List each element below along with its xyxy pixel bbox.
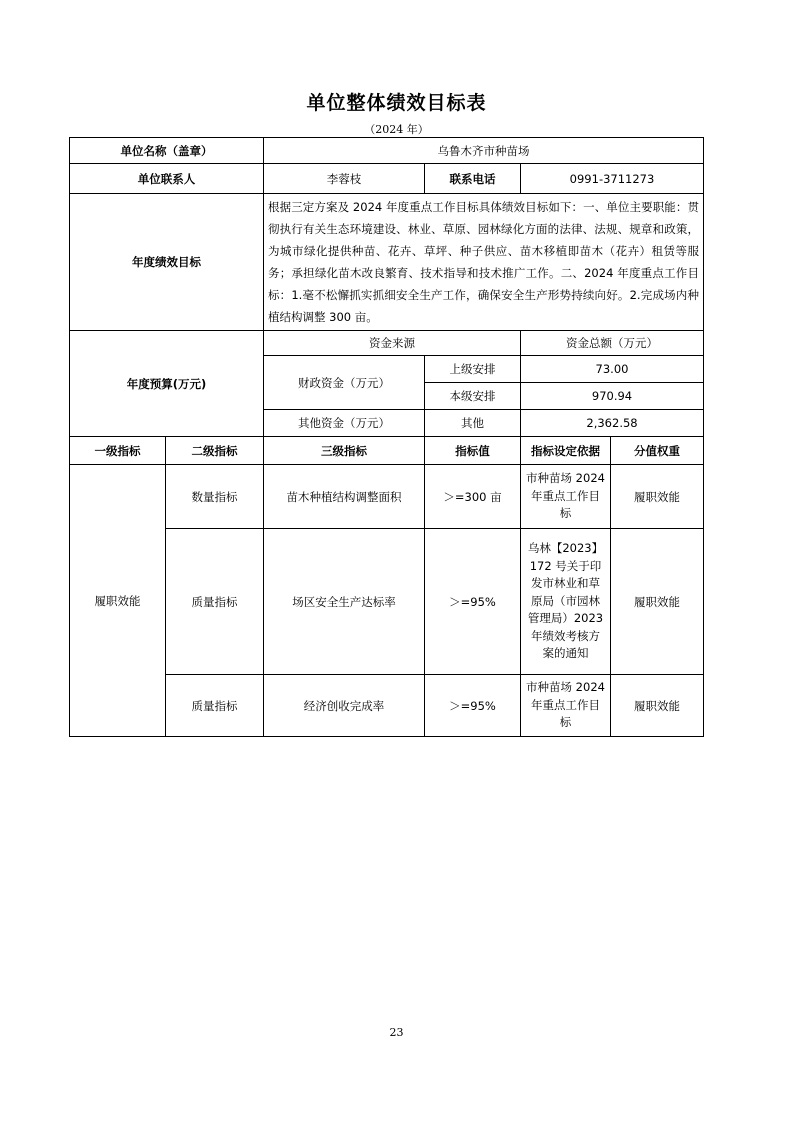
indicator-weight: 履职效能 (611, 675, 704, 737)
fiscal-funds-label: 财政资金（万元） (264, 356, 425, 410)
unit-name-row (70, 138, 704, 164)
contact-row (70, 164, 704, 194)
annual-goal-label: 年度绩效目标 (70, 194, 264, 331)
phone-value: 0991-3711273 (521, 164, 704, 194)
budget-header-row (70, 331, 704, 356)
page-title: 单位整体绩效目标表 (306, 92, 487, 114)
indicator-weight: 履职效能 (611, 465, 704, 529)
contact-label: 单位联系人 (70, 164, 264, 194)
annual-goal-row (70, 194, 704, 331)
level3-indicator: 苗木种植结构调整面积 (264, 465, 425, 529)
phone-label: 联系电话 (425, 164, 521, 194)
indicator-row (70, 465, 704, 529)
header-basis: 指标设定依据 (521, 437, 611, 465)
unit-name-label: 单位名称（盖章） (70, 138, 264, 164)
level2-indicator: 质量指标 (166, 675, 264, 737)
other-funds-label: 其他资金（万元） (264, 410, 425, 437)
upper-level-label: 上级安排 (425, 356, 521, 383)
contact-value: 李蓉枝 (264, 164, 425, 194)
other-sub-label: 其他 (425, 410, 521, 437)
indicator-basis: 乌林【2023】172 号关于印发市林业和草原局（市园林管理局）2023 年绩效考核方案的通知 (521, 529, 611, 675)
level3-indicator: 场区安全生产达标率 (264, 529, 425, 675)
fund-source-header: 资金来源 (264, 331, 521, 356)
header-level2: 二级指标 (166, 437, 264, 465)
indicator-weight: 履职效能 (611, 529, 704, 675)
upper-level-value: 73.00 (521, 356, 704, 383)
indicator-row (70, 675, 704, 737)
page-number: 23 (389, 1026, 404, 1039)
level2-indicator: 数量指标 (166, 465, 264, 529)
unit-name-value: 乌鲁木齐市种苗场 (264, 138, 704, 164)
fund-total-header: 资金总额（万元） (521, 331, 704, 356)
level2-indicator: 质量指标 (166, 529, 264, 675)
annual-goal-text: 根据三定方案及 2024 年度重点工作目标具体绩效目标如下：一、单位主要职能：贯彻执行有关生态环境建设、林业、草原、园林绿化方面的法律、法规、规章和政策，为城市绿化提供种苗、花卉、草坪、种子供应、苗木移植即苗木（花卉）租赁等服务；承担绿化苗木改良繁育、技术指导和技术推广工作。二、2024 年度重点工作目标：1.毫不松懈抓实抓细安全生产工作，确保安全生产形势持续向好。2.完成场内种植结构调整 300 亩。 (264, 194, 704, 331)
level3-indicator: 经济创收完成率 (264, 675, 425, 737)
year-subtitle: （2024 年） (364, 123, 429, 136)
performance-table (69, 137, 704, 737)
indicator-value: ＞=95% (425, 675, 521, 737)
indicator-basis: 市种苗场 2024 年重点工作目标 (521, 465, 611, 529)
header-level1: 一级指标 (70, 437, 166, 465)
indicator-header-row (70, 437, 704, 465)
header-level3: 三级指标 (264, 437, 425, 465)
other-funds-value: 2,362.58 (521, 410, 704, 437)
indicator-value: ＞=95% (425, 529, 521, 675)
local-level-value: 970.94 (521, 383, 704, 410)
header-value: 指标值 (425, 437, 521, 465)
indicator-value: ＞=300 亩 (425, 465, 521, 529)
indicator-row (70, 529, 704, 675)
header-weight: 分值权重 (611, 437, 704, 465)
indicator-basis: 市种苗场 2024 年重点工作目标 (521, 675, 611, 737)
budget-label: 年度预算(万元) (70, 331, 264, 437)
local-level-label: 本级安排 (425, 383, 521, 410)
level1-indicator: 履职效能 (70, 465, 166, 737)
